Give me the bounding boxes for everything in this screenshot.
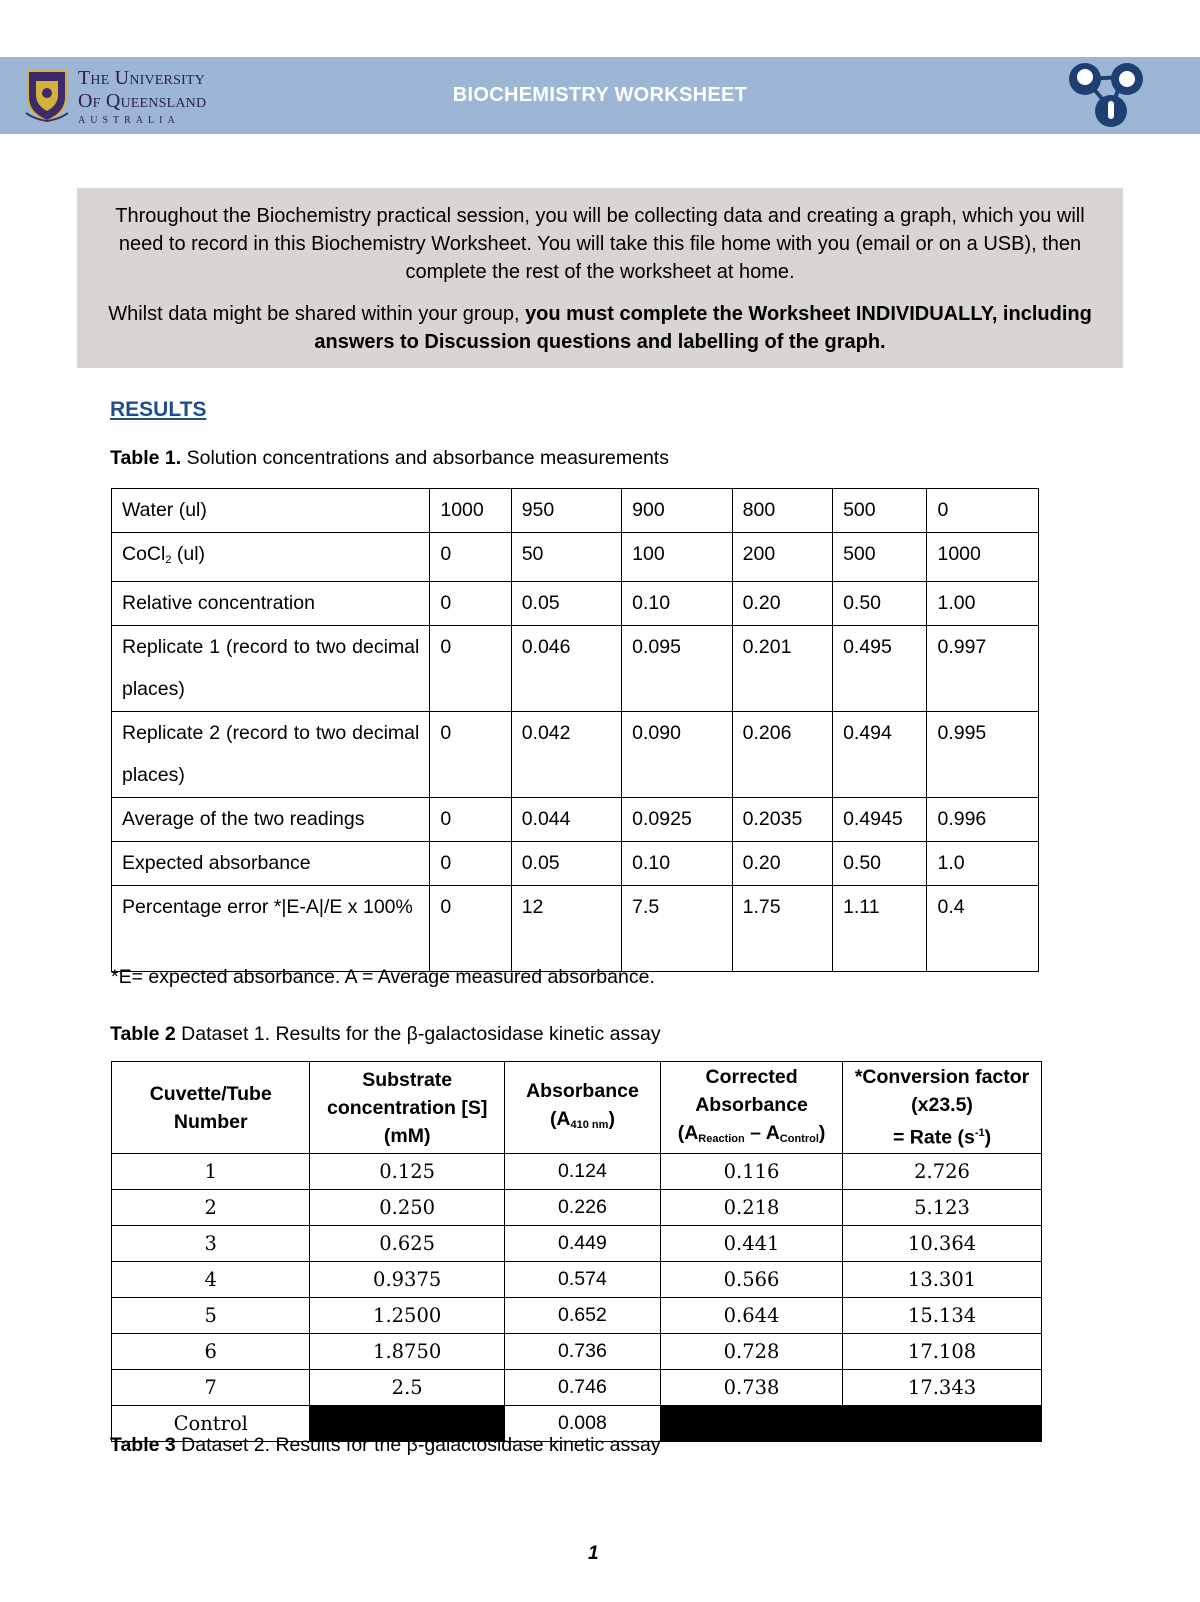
table1	[111, 488, 1039, 972]
table-cell: 0.4	[927, 886, 1039, 972]
table-cell: 0.644	[661, 1298, 843, 1334]
table-cell: 0.494	[833, 712, 927, 798]
table-header-row	[112, 1062, 1042, 1154]
logo-line2: Of Queensland	[78, 90, 207, 112]
table-cell: 0.116	[661, 1154, 843, 1190]
column-header-text: (A	[549, 1107, 571, 1130]
table-cell: 0	[927, 489, 1039, 533]
row-label: Average of the two readings	[112, 798, 430, 842]
table-cell: 0.124	[504, 1154, 660, 1190]
page-number: 1	[588, 1543, 599, 1564]
table-row	[112, 1190, 1042, 1226]
table-cell: 0.736	[504, 1334, 660, 1370]
table-cell: 100	[622, 533, 732, 582]
table-cell: 4	[112, 1262, 310, 1298]
table-cell: 0.218	[661, 1190, 843, 1226]
table-row	[112, 1370, 1042, 1406]
table-cell: 0.05	[511, 842, 621, 886]
table-cell: 1.0	[927, 842, 1039, 886]
table-cell: 0.566	[661, 1262, 843, 1298]
column-header-text: *Conversion factor (x23.5)	[854, 1066, 1030, 1117]
table-row	[112, 1226, 1042, 1262]
biochemistry-icon	[1065, 59, 1165, 131]
table2-caption-text: Dataset 1. Results for the β-galactosidase kinetic assay	[175, 1023, 661, 1045]
table-cell: 0.095	[622, 626, 732, 712]
table-cell: 0.042	[511, 712, 621, 798]
table-cell: 2	[112, 1190, 310, 1226]
table-cell: 0.738	[661, 1370, 843, 1406]
uq-logo	[18, 63, 248, 127]
column-header	[504, 1062, 660, 1154]
table-cell: 0.4945	[833, 798, 927, 842]
column-header-text: )	[984, 1126, 992, 1149]
table2-caption-bold: Table 2	[110, 1023, 176, 1045]
column-header	[843, 1062, 1042, 1154]
table-cell: 0	[430, 626, 511, 712]
table2	[111, 1061, 1042, 1442]
table-cell: 7.5	[622, 886, 732, 972]
table-cell: 50	[511, 533, 621, 582]
uq-crest-icon	[24, 67, 70, 123]
results-heading: RESULTS	[110, 398, 207, 421]
table-cell: 0.046	[511, 626, 621, 712]
table-cell: 0.995	[927, 712, 1039, 798]
table-cell: 0.746	[504, 1370, 660, 1406]
table-cell: 0.05	[511, 582, 621, 626]
table-cell: 5	[112, 1298, 310, 1334]
table-cell: 0.449	[504, 1226, 660, 1262]
table-cell: 0.10	[622, 582, 732, 626]
row-label: Replicate 1 (record to two decimal places)	[112, 626, 430, 712]
table-cell: 0.044	[511, 798, 621, 842]
column-header-subscript: Control	[779, 1132, 819, 1145]
table1-caption	[110, 447, 669, 470]
table-cell: 950	[511, 489, 621, 533]
table-cell: 0.20	[732, 582, 832, 626]
header-banner	[0, 57, 1200, 134]
row-label-text: CoCl	[122, 543, 166, 565]
column-header-text: (A	[677, 1121, 699, 1144]
table-row	[112, 886, 1039, 972]
table-cell: 0.250	[310, 1190, 504, 1226]
table-row	[112, 489, 1039, 533]
row-label: Expected absorbance	[112, 842, 430, 886]
table-cell: 800	[732, 489, 832, 533]
intro-box	[77, 188, 1123, 368]
table-cell: 0.201	[732, 626, 832, 712]
table-cell: 900	[622, 489, 732, 533]
table-cell: 0	[430, 798, 511, 842]
row-label-text: (ul)	[171, 543, 206, 565]
table-cell: 0.441	[661, 1226, 843, 1262]
row-label: Replicate 2 (record to two decimal places)	[112, 712, 430, 798]
table-cell: 0.625	[310, 1226, 504, 1262]
table-cell: 0.008	[504, 1406, 660, 1442]
column-header-text: – A	[744, 1121, 780, 1144]
table-row	[112, 1262, 1042, 1298]
row-label: Percentage error *|E-A|/E x 100%	[112, 886, 430, 972]
table-cell: 0.574	[504, 1262, 660, 1298]
table1-caption-bold: Table 1.	[110, 447, 182, 469]
table1-caption-text: Solution concentrations and absorbance measurements	[181, 447, 669, 469]
table-cell: 0.206	[732, 712, 832, 798]
table-cell: 17.108	[843, 1334, 1042, 1370]
page-title: BIOCHEMISTRY WORKSHEET	[452, 84, 748, 106]
table-row	[112, 582, 1039, 626]
table-cell: 7	[112, 1370, 310, 1406]
table-cell: 0	[430, 886, 511, 972]
column-header-text: )	[608, 1107, 615, 1130]
table-cell: 0	[430, 533, 511, 582]
table-cell: 2.5	[310, 1370, 504, 1406]
table-cell: 0	[430, 842, 511, 886]
table-cell: 10.364	[843, 1226, 1042, 1262]
row-label-subscript: 2	[165, 554, 172, 566]
table-cell: 1.11	[833, 886, 927, 972]
row-label	[112, 533, 430, 582]
column-header-text: Corrected Absorbance	[695, 1065, 808, 1116]
table-cell: 2.726	[843, 1154, 1042, 1190]
logo-line3: AUSTRALIA	[78, 115, 180, 126]
table3-caption	[110, 1434, 661, 1457]
intro-paragraph-2-normal: Whilst data might be shared within your group,	[108, 303, 526, 325]
table-cell: 3	[112, 1226, 310, 1262]
intro-paragraph-2-bold: you must complete the Worksheet INDIVIDUALLY, including answers to Discussion questions and labelling of the graph.	[314, 303, 1092, 353]
column-header-subscript: Reaction	[698, 1132, 745, 1145]
column-header-subscript: 410 nm	[570, 1118, 609, 1131]
table-cell: 0.996	[927, 798, 1039, 842]
column-header-text: Absorbance	[526, 1079, 639, 1102]
table-cell: 0.090	[622, 712, 732, 798]
table-row	[112, 798, 1039, 842]
table-cell: 0.125	[310, 1154, 504, 1190]
row-label: Water (ul)	[112, 489, 430, 533]
table-row	[112, 1298, 1042, 1334]
table2-caption	[110, 1023, 661, 1046]
table-cell: 15.134	[843, 1298, 1042, 1334]
table-row	[112, 533, 1039, 582]
table-cell: 0.997	[927, 626, 1039, 712]
table-row	[112, 1154, 1042, 1190]
row-label: Relative concentration	[112, 582, 430, 626]
table-cell: 13.301	[843, 1262, 1042, 1298]
table-cell: 6	[112, 1334, 310, 1370]
table-cell: 0	[430, 582, 511, 626]
table-cell: 0.2035	[732, 798, 832, 842]
table3-caption-bold: Table 3	[110, 1434, 176, 1456]
table-cell: 12	[511, 886, 621, 972]
table-cell: 5.123	[843, 1190, 1042, 1226]
table-cell: Control	[112, 1406, 310, 1442]
table3-caption-text: Dataset 2. Results for the β-galactosidase kinetic assay	[175, 1434, 661, 1456]
logo-line1: The University	[78, 67, 206, 89]
blacked-out-cell	[661, 1406, 1042, 1442]
column-header: Cuvette/Tube Number	[112, 1062, 310, 1154]
table-cell: 0.226	[504, 1190, 660, 1226]
column-header	[661, 1062, 843, 1154]
table-cell: 0.728	[661, 1334, 843, 1370]
table-cell: 500	[833, 489, 927, 533]
table-cell: 200	[732, 533, 832, 582]
table1-footnote: *E= expected absorbance. A = Average measured absorbance.	[111, 966, 655, 988]
table-cell: 0.20	[732, 842, 832, 886]
table-cell: 1	[112, 1154, 310, 1190]
table-cell: 0	[430, 712, 511, 798]
table-cell: 500	[833, 533, 927, 582]
table-cell: 1.8750	[310, 1334, 504, 1370]
table-cell: 1000	[430, 489, 511, 533]
intro-paragraph-1: Throughout the Biochemistry practical session, you will be collecting data and creating a graph, which you will need to record in this Biochemistry Worksheet. You will take this file home with you (email or on a USB), then complete the rest of the worksheet at home.	[115, 205, 1085, 283]
column-header-text: )	[818, 1121, 826, 1144]
table-cell: 0.652	[504, 1298, 660, 1334]
table-cell: 0.9375	[310, 1262, 504, 1298]
intro-paragraph-2	[91, 300, 1109, 356]
column-header-text: = Rate (s	[892, 1126, 975, 1149]
table-cell: 0.10	[622, 842, 732, 886]
table-cell: 0.50	[833, 582, 927, 626]
table-cell: 1.2500	[310, 1298, 504, 1334]
table-row	[112, 842, 1039, 886]
table-cell: 1.75	[732, 886, 832, 972]
table-row	[112, 1334, 1042, 1370]
column-header: Substrate concentration [S] (mM)	[310, 1062, 504, 1154]
table-cell: 17.343	[843, 1370, 1042, 1406]
table-row	[112, 626, 1039, 712]
table-cell: 1000	[927, 533, 1039, 582]
table-row	[112, 712, 1039, 798]
table-cell: 1.00	[927, 582, 1039, 626]
table-cell: 0.0925	[622, 798, 732, 842]
column-header-superscript: -1	[974, 1127, 985, 1140]
table-cell: 0.50	[833, 842, 927, 886]
table-cell: 0.495	[833, 626, 927, 712]
